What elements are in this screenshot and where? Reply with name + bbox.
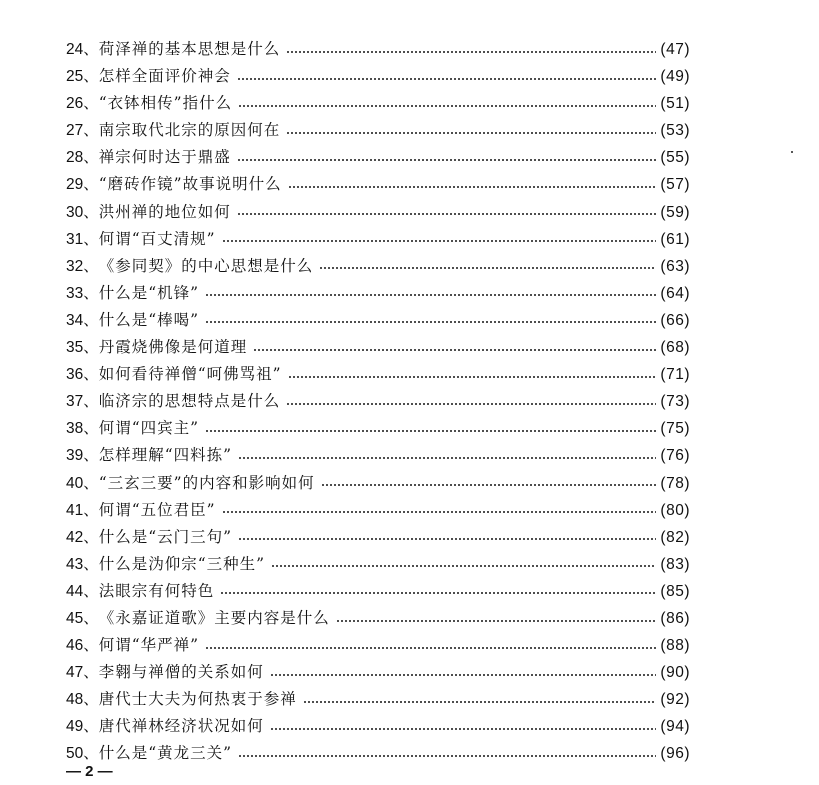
toc-entry-number: 43、 [66,555,99,573]
dot-leader [237,213,657,215]
toc-entry-page: (66) [660,311,690,329]
dot-leader [238,538,656,540]
toc-entry-number: 32、 [66,257,99,275]
toc-entry-page: (68) [660,339,690,357]
toc-entry [66,497,690,524]
toc-entry-title: “磨砖作镜”故事说明什么 [98,175,282,194]
dot-leader [271,565,656,567]
toc-entry-number: 50、 [66,745,99,763]
toc-entry [66,524,690,551]
dot-leader [237,78,657,80]
toc-entry [66,226,690,253]
toc-entry [66,90,690,117]
toc-entry-title: 《参同契》的中心思想是什么 [98,256,314,275]
toc-entry [66,442,690,469]
toc-entry-title: 何谓“百丈清规” [98,229,216,248]
toc-entry-page: (71) [660,366,690,384]
toc-entry-number: 34、 [66,311,99,329]
dot-leader [237,159,657,161]
dot-leader [286,132,656,134]
toc-entry-page: (59) [660,203,690,221]
toc-entry-page: (47) [660,41,690,58]
toc-entry-page: (73) [660,393,690,411]
toc-entry-page: (63) [660,257,690,275]
toc-entry-page: (55) [660,149,690,167]
toc-entry-number: 42、 [66,528,99,546]
toc-entry-title: 禅宗何时达于鼎盛 [98,148,231,167]
toc-entry-number: 35、 [66,339,99,357]
toc-entry-page: (94) [660,718,690,736]
table-of-contents [66,36,690,768]
toc-entry-title: 唐代禅林经济状况如何 [98,717,264,736]
toc-entry-number: 48、 [66,691,99,709]
toc-entry-title: 怎样理解“四料拣” [98,446,233,465]
toc-entry-page: (90) [660,664,690,682]
toc-entry-title: 什么是“机锋” [98,283,200,302]
dot-leader [205,647,656,649]
toc-entry-number: 44、 [66,582,99,600]
toc-entry-title: 李翱与禅僧的关系如何 [98,663,264,682]
toc-entry-page: (88) [660,637,690,655]
toc-entry-number: 31、 [66,230,99,248]
toc-entry-title: 何谓“四宾主” [98,419,200,438]
toc-entry-page: (78) [660,474,690,492]
toc-entry [66,253,690,280]
toc-entry-number: 26、 [66,95,99,113]
dot-leader [205,430,656,432]
toc-entry [66,713,690,740]
toc-entry [66,144,690,171]
toc-entry-title: 何谓“五位君臣” [98,500,216,519]
toc-entry [66,415,690,442]
toc-entry-page: (57) [660,176,690,194]
toc-entry [66,199,690,226]
toc-entry-number: 39、 [66,447,99,465]
toc-entry-title: 荷泽禅的基本思想是什么 [98,40,281,58]
toc-entry-page: (49) [660,68,690,86]
toc-entry [66,334,690,361]
toc-entry-number: 47、 [66,664,99,682]
page-number: — 2 — [66,763,113,780]
toc-entry-page: (51) [660,95,690,113]
dot-leader [321,484,657,486]
dot-leader [286,51,656,53]
toc-entry-page: (61) [660,230,690,248]
toc-entry-number: 46、 [66,637,99,655]
dot-leader [205,294,656,296]
toc-entry-number: 30、 [66,203,99,221]
dot-leader [253,349,656,351]
toc-entry-page: (83) [660,555,690,573]
dot-leader [238,105,656,107]
toc-entry-number: 37、 [66,393,99,411]
toc-entry-number: 49、 [66,718,99,736]
toc-entry-page: (80) [660,501,690,519]
dot-leader [238,755,656,757]
toc-entry [66,117,690,144]
toc-entry-page: (75) [660,420,690,438]
toc-entry-number: 27、 [66,122,99,140]
toc-entry-page: (86) [660,609,690,627]
toc-entry [66,388,690,415]
dot-leader [336,620,657,622]
toc-entry-number: 41、 [66,501,99,519]
dot-leader [303,701,657,703]
toc-entry-title: 什么是“黄龙三关” [98,744,233,763]
toc-entry [66,36,690,63]
toc-entry-number: 36、 [66,366,99,384]
toc-entry-page: (53) [660,122,690,140]
toc-entry-page: (92) [660,691,690,709]
toc-entry [66,740,690,767]
toc-entry-title: 临济宗的思想特点是什么 [98,392,281,411]
toc-entry-title: 何谓“华严禅” [98,636,200,655]
toc-entry-title: “衣钵相传”指什么 [98,94,233,113]
toc-entry-title: 法眼宗有何特色 [98,581,215,600]
toc-entry [66,361,690,388]
dot-leader [220,592,656,594]
dot-leader [288,376,657,378]
toc-entry [66,171,690,198]
toc-entry-page: (82) [660,528,690,546]
toc-entry [66,307,690,334]
toc-entry-title: 南宗取代北宗的原因何在 [98,121,281,140]
dot-leader [319,267,656,269]
toc-entry-number: 28、 [66,149,99,167]
toc-entry-title: 洪州禅的地位如何 [98,202,231,221]
toc-entry-title: 什么是沩仰宗“三种生” [98,554,266,573]
dot-leader [270,728,657,730]
toc-entry [66,578,690,605]
dot-leader [205,321,656,323]
toc-entry-title: 什么是“棒喝” [98,310,200,329]
toc-entry [66,686,690,713]
toc-entry-number: 25、 [66,68,99,86]
scan-speck [791,151,793,153]
toc-entry-title: 如何看待禅僧“呵佛骂祖” [98,365,282,384]
dot-leader [222,511,657,513]
toc-entry-title: 丹霞烧佛像是何道理 [98,338,248,357]
toc-entry-number: 38、 [66,420,99,438]
toc-entry-title: 怎样全面评价神会 [98,67,231,86]
toc-entry-title: 唐代士大夫为何热衷于参禅 [98,690,297,709]
toc-entry-number: 40、 [66,474,99,492]
toc-entry [66,551,690,578]
toc-entry [66,280,690,307]
toc-entry-number: 24、 [66,41,99,58]
dot-leader [238,457,656,459]
toc-entry-page: (85) [660,582,690,600]
toc-entry [66,659,690,686]
toc-entry-page: (96) [660,745,690,763]
toc-entry-page: (76) [660,447,690,465]
dot-leader [288,186,657,188]
toc-entry-number: 45、 [66,609,99,627]
toc-entry [66,470,690,497]
toc-entry [66,632,690,659]
dot-leader [286,403,656,405]
toc-entry [66,63,690,90]
toc-entry-title: 《永嘉证道歌》主要内容是什么 [98,608,330,627]
toc-entry [66,605,690,632]
toc-entry-number: 29、 [66,176,99,194]
dot-leader [222,240,657,242]
dot-leader [270,674,657,676]
toc-entry-page: (64) [660,284,690,302]
toc-entry-title: 什么是“云门三句” [98,527,233,546]
toc-entry-number: 33、 [66,284,99,302]
toc-entry-title: “三玄三要”的内容和影响如何 [98,473,315,492]
